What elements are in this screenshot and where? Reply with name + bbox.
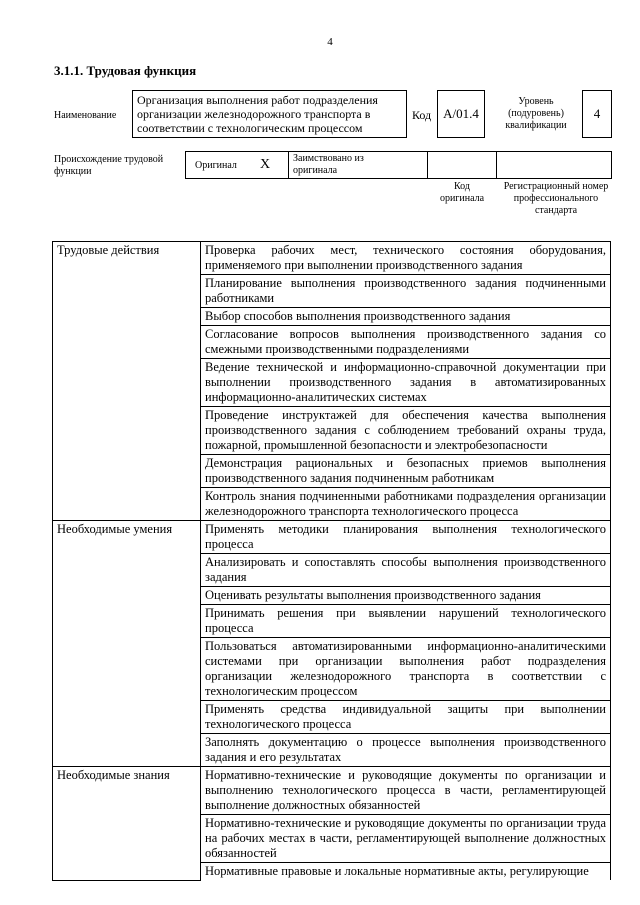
level-value: 4 — [593, 106, 601, 121]
list-item: Нормативные правовые и локальные нормативные акты, регулирующие — [201, 863, 611, 881]
section-label-actions: Трудовые действия — [53, 242, 201, 521]
list-item: Проведение инструктажей для обеспечения качества выполнения производственного задания с соблюдением требований охраны труда, пожарной, промышленной безопасности и электробезопасности — [201, 407, 611, 455]
level-label: Уровень (подуровень) квалификации — [505, 96, 567, 131]
reg-number-label: Регистрационный номер профессионального стандарта — [503, 181, 609, 216]
list-item: Демонстрация рациональных и безопасных приемов выполнения производственного задания подчиненным работникам — [201, 455, 611, 488]
original-label: Оригинал — [195, 160, 237, 171]
code-value-box — [437, 90, 485, 138]
list-item: Пользоваться автоматизированными информационно-аналитическими системами при организации выполнения работ подразделения организации железнодорожного транспорта в соответствии с технологическим процессом — [201, 638, 611, 701]
list-item: Согласование вопросов выполнения производственного задания со смежными производственными подразделениями — [201, 326, 611, 359]
code-value: A/01.4 — [443, 106, 479, 121]
name-value-box — [132, 90, 407, 138]
code-label: Код — [412, 108, 432, 122]
list-item: Проверка рабочих мест, технического состояния оборудования, применяемого при выполнении производственного задания — [201, 242, 611, 275]
list-item: Выбор способов выполнения производственного задания — [201, 308, 611, 326]
original-mark: X — [260, 157, 271, 172]
borrowed-label: Заимствовано из оригинала — [293, 153, 364, 176]
cell-divider-1 — [288, 151, 289, 179]
list-item: Контроль знания подчиненными работниками подразделения организации железнодорожного транспорта технологического процесса — [201, 488, 611, 521]
list-item: Ведение технической и информационно-справочной документации при выполнении производственного задания в автоматизированных информационно-аналитических системах — [201, 359, 611, 407]
section-heading: 3.1.1. Трудовая функция — [54, 63, 197, 78]
list-item: Планирование выполнения производственного задания подчиненными работниками — [201, 275, 611, 308]
name-label: Наименование — [54, 110, 117, 121]
list-item: Анализировать и сопоставлять способы выполнения производственного задания — [201, 554, 611, 587]
list-item: Заполнять документацию о процессе выполнения производственного задания и его результатах — [201, 734, 611, 767]
cell-divider-2 — [427, 151, 428, 179]
list-item: Нормативно-технические и руководящие документы по организации и выполнению технологического процесса в части, регламентирующей выполнение должностных обязанностей — [201, 767, 611, 815]
page-number: 4 — [327, 36, 333, 48]
name-value: Организация выполнения работ подразделения организации железнодорожного транспорта в соответствии с технологическим процессом — [137, 93, 378, 135]
origin-label: Происхождение трудовой функции — [54, 154, 164, 177]
list-item: Принимать решения при выявлении нарушений технологического процесса — [201, 605, 611, 638]
list-item: Применять средства индивидуальной защиты при выполнении технологического процесса — [201, 701, 611, 734]
section-label-skills: Необходимые умения — [53, 521, 201, 767]
origin-row — [185, 151, 612, 179]
list-item: Оценивать результаты выполнения производственного задания — [201, 587, 611, 605]
code-original-label: Код оригинала — [439, 181, 485, 204]
list-item: Нормативно-технические и руководящие документы по организации труда на рабочих местах в части, регламентирующей выполнение должностных обязанностей — [201, 815, 611, 863]
list-item: Применять методики планирования выполнения технологического процесса — [201, 521, 611, 554]
cell-divider-3 — [496, 151, 497, 179]
level-value-box — [582, 90, 612, 138]
section-label-knowledge: Необходимые знания — [53, 767, 201, 881]
labor-function-table — [52, 241, 611, 881]
